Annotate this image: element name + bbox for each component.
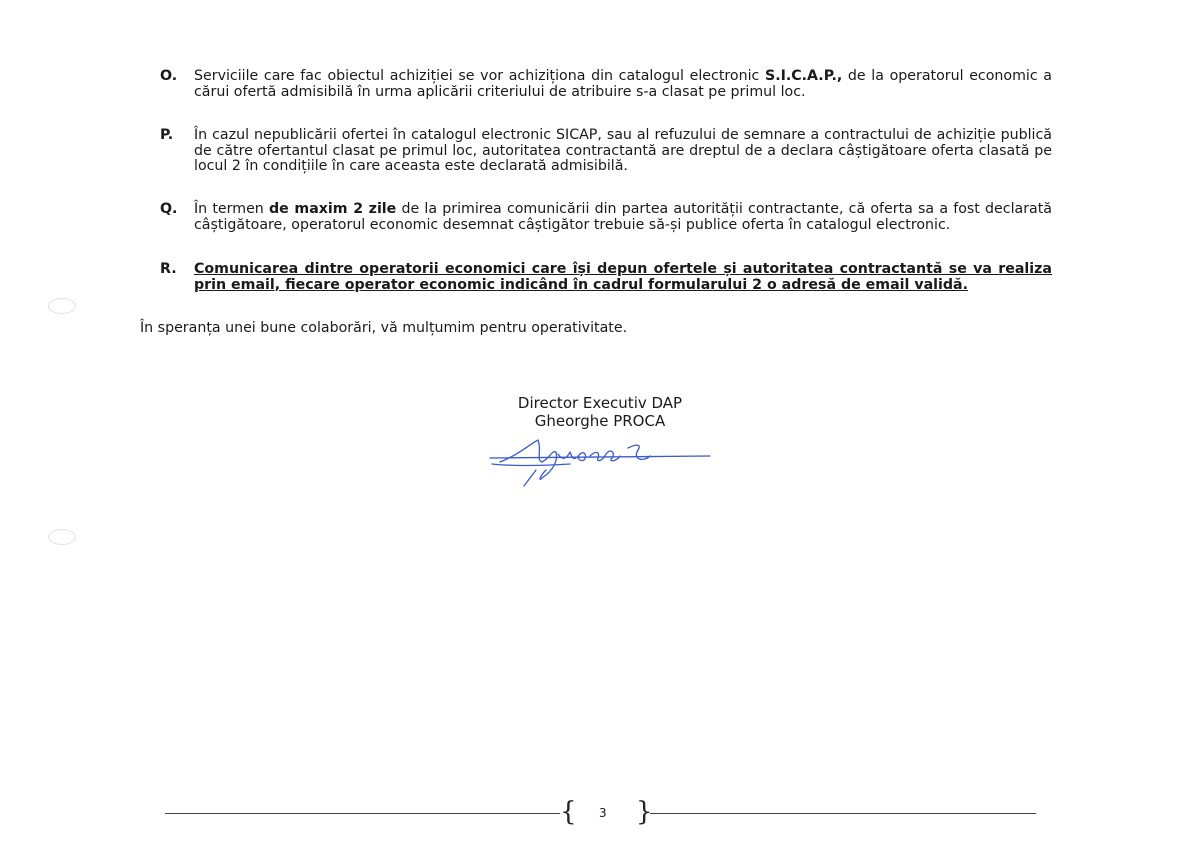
clause-marker: P.: [160, 127, 174, 143]
page-number: 3: [599, 806, 607, 820]
clause-q: [160, 202, 1052, 233]
signatory-name: Gheorghe PROCA: [534, 412, 666, 430]
footer-rule-right: [650, 813, 1036, 814]
footer-bracket-right: }: [636, 797, 653, 827]
clause-r: [160, 262, 1052, 293]
footer-bracket-left: {: [560, 797, 577, 827]
clause-marker: R.: [160, 261, 177, 277]
handwritten-signature: [480, 430, 730, 490]
clause-text: În cazul nepublicării ofertei în catalogul electronic SICAP, sau al refuzului de semnare a contractului de achiziție publică de către ofertantul clasat pe primul loc, autoritatea contractantă are dreptul de a declara câștigătoare oferta clasată pe locul 2 în condițiile în care aceasta este declarată admisibilă.: [194, 127, 1052, 174]
signatory-title: Director Executiv DAP: [517, 394, 683, 412]
signature-block: [440, 394, 760, 430]
clause-text: Serviciile care fac obiectul achiziției se vor achiziționa din catalogul electronic S.I.C.A.P., de la operatorul economic a cărui ofertă admisibilă în urma aplicării criteriului de atribuire s-a clasat pe primul loc.: [194, 68, 1052, 100]
clause-text: În termen de maxim 2 zile de la primirea comunicării din partea autorității contractante, că oferta sa a fost declarată câștigătoare, operatorul economic desemnat câștigător trebuie să-și publice oferta în catalogul electronic.: [194, 201, 1052, 233]
punch-hole-mark: [48, 298, 76, 314]
clause-marker: Q.: [160, 201, 178, 217]
footer-rule-left: [165, 813, 560, 814]
closing-sentence: În speranța unei bune colaborări, vă mulțumim pentru operativitate.: [140, 320, 628, 336]
clause-marker: O.: [160, 68, 178, 84]
clause-text: Comunicarea dintre operatorii economici care își depun ofertele și autoritatea contractantă se va realiza prin email, fiecare operator economic indicând în cadrul formularului 2 o adresă de email validă.: [194, 261, 1052, 293]
punch-hole-mark: [48, 529, 76, 545]
clause-o: [160, 69, 1052, 100]
clause-p: [160, 128, 1052, 175]
